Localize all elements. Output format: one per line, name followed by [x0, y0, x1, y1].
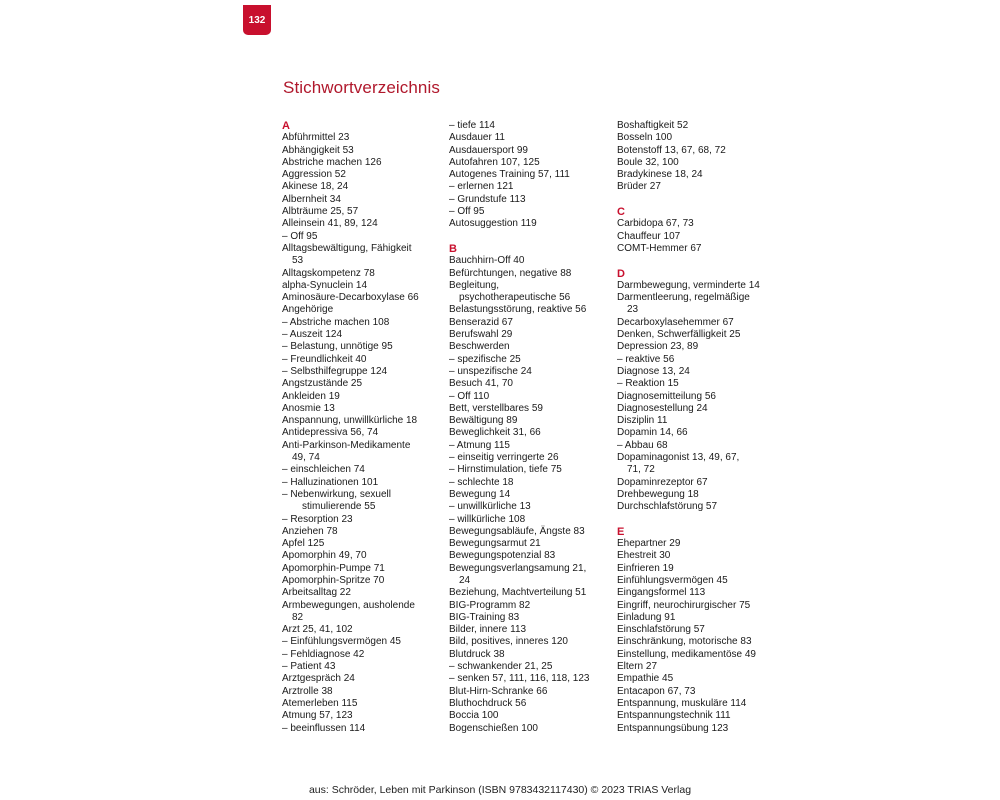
entry-text: Depression 23, 89 — [617, 341, 699, 353]
entry-text: – Halluzinationen 101 — [282, 476, 379, 488]
index-entry — [617, 538, 782, 550]
entry-text: Bewegungsverlangsamung 21, — [449, 562, 587, 574]
index-entry — [617, 145, 782, 157]
entry-text: Ehepartner 29 — [617, 538, 681, 550]
entry-text: – Auszeit 124 — [282, 329, 343, 341]
index-entry — [449, 317, 614, 329]
index-entry — [282, 575, 447, 587]
index-entry — [449, 145, 614, 157]
entry-text: Botenstoff 13, 67, 68, 72 — [617, 144, 726, 156]
index-entry — [282, 563, 447, 575]
entry-text: – Hirnstimulation, tiefe 75 — [449, 464, 562, 476]
index-entry — [282, 218, 447, 230]
index-entry — [449, 624, 614, 636]
index-subentry — [617, 440, 782, 452]
entry-text: Diagnosestellung 24 — [617, 402, 708, 414]
entry-text: Denken, Schwerfälligkeit 25 — [617, 329, 741, 341]
section-letter: A — [282, 120, 290, 132]
entry-text: – Einfühlungsvermögen 45 — [282, 636, 401, 648]
entry-text: – schwankender 21, 25 — [449, 661, 553, 673]
entry-text: – Patient 43 — [282, 661, 336, 673]
entry-text: – Off 95 — [282, 230, 318, 242]
entry-text: Bogenschießen 100 — [449, 722, 538, 734]
index-entry — [282, 157, 447, 169]
section-letter: D — [617, 267, 625, 280]
entry-text: Anosmie 13 — [282, 402, 335, 414]
index-entry — [449, 686, 614, 698]
entry-text: Belastungsstörung, reaktive 56 — [449, 304, 587, 316]
entry-text: Decarboxylasehemmer 67 — [617, 316, 734, 328]
index-entry — [449, 169, 614, 181]
index-entry — [617, 181, 782, 193]
index-entry — [449, 415, 614, 427]
index-column-3 — [617, 120, 782, 735]
index-subentry — [449, 206, 614, 218]
entry-text: – Nebenwirkung, sexuell — [282, 488, 391, 500]
index-subentry — [449, 501, 614, 513]
entry-text: Entspannung, muskuläre 114 — [617, 697, 747, 709]
index-entry — [617, 673, 782, 685]
entry-text: Bewegungspotenzial 83 — [449, 550, 556, 562]
entry-continuation: stimulierende 55 — [302, 501, 376, 513]
index-entry — [282, 378, 447, 390]
entry-text: Darmbewegung, verminderte 14 — [617, 279, 760, 291]
index-entry — [449, 538, 614, 550]
index-entry — [282, 415, 447, 427]
entry-text: Alltagskompetenz 78 — [282, 267, 375, 279]
entry-text: – einschleichen 74 — [282, 464, 365, 476]
entry-text: – Abstriche machen 108 — [282, 316, 390, 328]
index-entry — [449, 710, 614, 722]
entry-text: Bluthochdruck 56 — [449, 697, 527, 709]
index-entry — [449, 550, 614, 562]
entry-text: Apomorphin 49, 70 — [282, 550, 367, 562]
index-entry — [449, 341, 614, 353]
index-entry — [617, 243, 782, 255]
index-subentry — [282, 661, 447, 673]
page-number-badge: 132 — [243, 5, 271, 35]
index-subentry — [617, 378, 782, 390]
index-entry — [617, 587, 782, 599]
entry-continuation: psychotherapeutische 56 — [459, 292, 571, 304]
entry-text: Boshaftigkeit 52 — [617, 120, 689, 131]
entry-text: – unspezifische 24 — [449, 365, 532, 377]
entry-text: Berufswahl 29 — [449, 329, 513, 341]
entry-text: BIG-Programm 82 — [449, 599, 531, 611]
entry-text: – unwillkürliche 13 — [449, 501, 531, 513]
entry-text: Abstriche machen 126 — [282, 156, 382, 168]
entry-text: Benserazid 67 — [449, 316, 513, 328]
index-entry — [449, 280, 614, 305]
entry-text: Anti-Parkinson-Medikamente — [282, 439, 411, 451]
entry-text: Ausdauer 11 — [449, 132, 505, 144]
entry-text: – Selbsthilfegruppe 124 — [282, 365, 388, 377]
index-entry — [282, 268, 447, 280]
index-entry — [617, 120, 782, 132]
entry-text: Aggression 52 — [282, 169, 346, 181]
index-entry — [282, 673, 447, 685]
entry-text: Bilder, innere 113 — [449, 624, 527, 636]
index-entry — [617, 341, 782, 353]
entry-text: COMT-Hemmer 67 — [617, 242, 702, 254]
index-entry — [282, 600, 447, 625]
index-subentry — [449, 194, 614, 206]
index-subentry — [449, 181, 614, 193]
entry-text: Angstzustände 25 — [282, 378, 363, 390]
entry-text: – senken 57, 111, 116, 118, 123 — [449, 673, 590, 685]
index-entry — [617, 710, 782, 722]
entry-text: Dopamin 14, 66 — [617, 427, 688, 439]
entry-text: Autogenes Training 57, 111 — [449, 169, 570, 181]
entry-text: Chauffeur 107 — [617, 230, 681, 242]
source-footer: aus: Schröder, Leben mit Parkinson (ISBN 9783432117430) © 2023 TRIAS Verlag — [308, 784, 692, 796]
entry-text: – Grundstufe 113 — [449, 193, 526, 205]
section-letter: E — [617, 525, 625, 538]
entry-text: Ankleiden 19 — [282, 390, 340, 402]
index-entry — [449, 723, 614, 735]
entry-text: Ausdauersport 99 — [449, 144, 528, 156]
entry-text: – spezifische 25 — [449, 353, 521, 365]
entry-text: – Belastung, unnötige 95 — [282, 341, 393, 353]
entry-text: Akinese 18, 24 — [282, 181, 349, 193]
entry-text: Anziehen 78 — [282, 525, 338, 537]
entry-text: Diagnosemitteilung 56 — [617, 390, 716, 402]
entry-text: – Abbau 68 — [617, 439, 668, 451]
entry-text: BIG-Training 83 — [449, 611, 520, 623]
index-entry — [617, 218, 782, 230]
index-entry — [617, 563, 782, 575]
index-entry — [449, 132, 614, 144]
index-entry — [617, 317, 782, 329]
entry-continuation: 53 — [292, 255, 304, 267]
entry-text: Autofahren 107, 125 — [449, 156, 540, 168]
index-entry — [282, 427, 447, 439]
entry-continuation: 24 — [459, 574, 471, 586]
index-subentry — [282, 354, 447, 366]
index-subentry — [282, 341, 447, 353]
index-subentry — [449, 673, 614, 685]
page-title: Stichwortverzeichnis — [283, 78, 440, 97]
index-entry — [449, 600, 614, 612]
entry-text: Empathie 45 — [617, 673, 674, 685]
entry-text: Brüder 27 — [617, 181, 661, 193]
index-entry — [282, 686, 447, 698]
entry-text: Entspannungsübung 123 — [617, 722, 729, 734]
index-entry — [449, 329, 614, 341]
entry-text: Angehörige — [282, 304, 334, 316]
entry-text: – Fehldiagnose 42 — [282, 648, 365, 660]
entry-text: Blut-Hirn-Schranke 66 — [449, 685, 548, 697]
entry-text: – Atmung 115 — [449, 439, 510, 451]
section-spacer — [449, 231, 614, 243]
entry-text: Entacapon 67, 73 — [617, 685, 696, 697]
section-spacer — [617, 255, 782, 267]
entry-text: Bett, verstellbares 59 — [449, 402, 543, 414]
entry-text: Apomorphin-Spritze 70 — [282, 574, 385, 586]
index-entry — [617, 391, 782, 403]
index-entry — [282, 206, 447, 218]
index-entry — [449, 304, 614, 316]
index-entry — [617, 575, 782, 587]
index-entry — [282, 243, 447, 268]
entry-text: Einfrieren 19 — [617, 562, 674, 574]
index-entry — [617, 636, 782, 648]
index-entry — [617, 169, 782, 181]
index-subentry — [449, 366, 614, 378]
entry-text: Bauchhirn-Off 40 — [449, 255, 525, 267]
entry-text: Anspannung, unwillkürliche 18 — [282, 415, 418, 427]
index-entry — [617, 132, 782, 144]
index-subentry — [449, 120, 614, 132]
entry-text: – willkürliche 108 — [449, 513, 526, 525]
entry-text: Dopaminagonist 13, 49, 67, — [617, 452, 740, 464]
entry-text: – Freundlichkeit 40 — [282, 353, 367, 365]
index-entry — [617, 661, 782, 673]
entry-text: Beweglichkeit 31, 66 — [449, 427, 541, 439]
entry-text: Bild, positives, inneres 120 — [449, 636, 568, 648]
section-spacer — [617, 194, 782, 206]
entry-text: Arztrolle 38 — [282, 685, 333, 697]
entry-text: Einladung 91 — [617, 611, 676, 623]
entry-text: Armbewegungen, ausholende — [282, 599, 415, 611]
section-letter: B — [449, 242, 457, 255]
entry-text: Eltern 27 — [617, 661, 658, 673]
entry-continuation: 71, 72 — [627, 464, 655, 476]
index-subentry — [449, 661, 614, 673]
index-entry — [617, 686, 782, 698]
index-entry — [617, 292, 782, 317]
index-entry — [617, 427, 782, 439]
entry-text: Arztgespräch 24 — [282, 673, 355, 685]
index-subentry — [282, 231, 447, 243]
index-subentry — [282, 317, 447, 329]
entry-text: – Off 95 — [449, 206, 485, 218]
index-subentry — [449, 391, 614, 403]
index-entry — [449, 268, 614, 280]
entry-text: Albernheit 34 — [282, 193, 341, 205]
entry-text: Beziehung, Machtverteilung 51 — [449, 587, 587, 599]
index-entry — [449, 636, 614, 648]
index-entry — [449, 612, 614, 624]
index-entry — [282, 145, 447, 157]
entry-text: – schlechte 18 — [449, 476, 514, 488]
index-entry — [449, 698, 614, 710]
entry-text: alpha-Synuclein 14 — [282, 279, 368, 291]
entry-continuation: 23 — [627, 304, 639, 316]
entry-text: – Resorption 23 — [282, 513, 353, 525]
index-entry — [617, 612, 782, 624]
entry-text: Atmung 57, 123 — [282, 710, 353, 722]
entry-text: Einstellung, medikamentöse 49 — [617, 648, 756, 660]
index-entry — [617, 477, 782, 489]
entry-text: Antidepressiva 56, 74 — [282, 427, 379, 439]
index-entry — [617, 489, 782, 501]
entry-text: Einschränkung, motorische 83 — [617, 636, 752, 648]
index-subentry — [282, 723, 447, 735]
index-entry — [449, 649, 614, 661]
entry-text: Eingangsformel 113 — [617, 587, 706, 599]
entry-text: – reaktive 56 — [617, 353, 675, 365]
index-entry — [282, 403, 447, 415]
index-entry — [617, 452, 782, 477]
index-entry — [282, 292, 447, 304]
index-subentry — [282, 489, 447, 514]
entry-text: Aminosäure-Decarboxylase 66 — [282, 292, 419, 304]
index-entry — [449, 526, 614, 538]
entry-text: Albträume 25, 57 — [282, 206, 359, 218]
index-subentry — [282, 477, 447, 489]
section-letter: C — [617, 206, 625, 219]
index-entry — [282, 169, 447, 181]
entry-text: Dopaminrezeptor 67 — [617, 476, 708, 488]
entry-text: Begleitung, — [449, 279, 500, 291]
entry-text: Carbidopa 67, 73 — [617, 218, 694, 230]
index-subentry — [282, 464, 447, 476]
entry-text: Einschlafstörung 57 — [617, 624, 705, 636]
entry-text: Bewältigung 89 — [449, 415, 518, 427]
index-subentry — [449, 354, 614, 366]
entry-text: Arzt 25, 41, 102 — [282, 624, 353, 636]
index-entry — [282, 132, 447, 144]
index-entry — [449, 218, 614, 230]
index-entry — [282, 391, 447, 403]
index-entry — [282, 550, 447, 562]
index-entry — [282, 181, 447, 193]
entry-text: Einfühlungsvermögen 45 — [617, 574, 728, 586]
index-entry — [617, 157, 782, 169]
entry-continuation: 82 — [292, 611, 304, 623]
index-entry — [617, 280, 782, 292]
index-entry — [282, 624, 447, 636]
index-subentry — [449, 477, 614, 489]
entry-text: Autosuggestion 119 — [449, 218, 537, 230]
index-subentry — [449, 440, 614, 452]
index-subentry — [282, 366, 447, 378]
index-entry — [449, 489, 614, 501]
entry-text: Durchschlafstörung 57 — [617, 501, 718, 513]
entry-text: Atemerleben 115 — [282, 697, 358, 709]
index-entry — [449, 587, 614, 599]
index-entry — [282, 710, 447, 722]
entry-text: Alleinsein 41, 89, 124 — [282, 218, 378, 230]
entry-text: Bradykinese 18, 24 — [617, 169, 703, 181]
entry-text: Abhängigkeit 53 — [282, 144, 354, 156]
entry-text: – einseitig verringerte 26 — [449, 452, 559, 464]
index-entry — [449, 403, 614, 415]
entry-text: – erlernen 121 — [449, 181, 514, 193]
index-entry — [282, 526, 447, 538]
index-entry — [282, 587, 447, 599]
entry-text: Darmentleerung, regelmäßige — [617, 292, 750, 304]
index-column-2 — [449, 120, 614, 735]
entry-text: – tiefe 114 — [449, 120, 495, 131]
entry-text: Abführmittel 23 — [282, 132, 350, 144]
index-entry — [617, 550, 782, 562]
index-entry — [617, 501, 782, 513]
entry-text: Bewegung 14 — [449, 488, 511, 500]
entry-text: Arbeitsalltag 22 — [282, 587, 351, 599]
entry-text: Alltagsbewältigung, Fähigkeit — [282, 242, 412, 254]
index-entry — [617, 698, 782, 710]
index-subentry — [282, 636, 447, 648]
entry-text: Apfel 125 — [282, 538, 325, 550]
index-entry — [282, 698, 447, 710]
entry-text: Diagnose 13, 24 — [617, 365, 690, 377]
index-entry — [617, 403, 782, 415]
entry-text: Besuch 41, 70 — [449, 378, 513, 390]
index-subentry — [449, 452, 614, 464]
index-entry — [282, 280, 447, 292]
section-spacer — [617, 514, 782, 526]
entry-text: Ehestreit 30 — [617, 550, 671, 562]
entry-text: Bewegungsarmut 21 — [449, 538, 541, 550]
index-entry — [449, 378, 614, 390]
index-entry — [617, 366, 782, 378]
index-subentry — [449, 514, 614, 526]
index-subentry — [282, 514, 447, 526]
index-entry — [449, 157, 614, 169]
entry-text: Blutdruck 38 — [449, 648, 505, 660]
index-column-1 — [282, 120, 447, 735]
entry-text: Apomorphin-Pumpe 71 — [282, 562, 385, 574]
index-entry — [617, 649, 782, 661]
index-entry — [282, 194, 447, 206]
index-entry — [617, 600, 782, 612]
index-entry — [282, 440, 447, 465]
index-subentry — [617, 354, 782, 366]
entry-text: Boccia 100 — [449, 710, 499, 722]
index-subentry — [449, 464, 614, 476]
index-subentry — [282, 329, 447, 341]
entry-text: Befürchtungen, negative 88 — [449, 267, 572, 279]
entry-text: Eingriff, neurochirurgischer 75 — [617, 599, 751, 611]
index-entry — [449, 563, 614, 588]
entry-text: – beeinflussen 114 — [282, 722, 366, 734]
entry-text: – Off 110 — [449, 390, 490, 402]
index-entry — [617, 624, 782, 636]
index-entry — [617, 329, 782, 341]
index-entry — [617, 231, 782, 243]
entry-text: Disziplin 11 — [617, 415, 668, 427]
entry-text: Drehbewegung 18 — [617, 488, 699, 500]
index-entry — [282, 304, 447, 316]
entry-text: Entspannungstechnik 111 — [617, 710, 731, 722]
entry-text: Beschwerden — [449, 341, 510, 353]
index-entry — [282, 538, 447, 550]
entry-text: Boule 32, 100 — [617, 156, 679, 168]
entry-text: Bosseln 100 — [617, 132, 673, 144]
index-entry — [617, 415, 782, 427]
entry-text: – Reaktion 15 — [617, 378, 679, 390]
index-entry — [449, 427, 614, 439]
entry-continuation: 49, 74 — [292, 452, 320, 464]
entry-text: Bewegungsabläufe, Ängste 83 — [449, 525, 585, 537]
index-entry — [617, 723, 782, 735]
index-entry — [449, 255, 614, 267]
index-subentry — [282, 649, 447, 661]
